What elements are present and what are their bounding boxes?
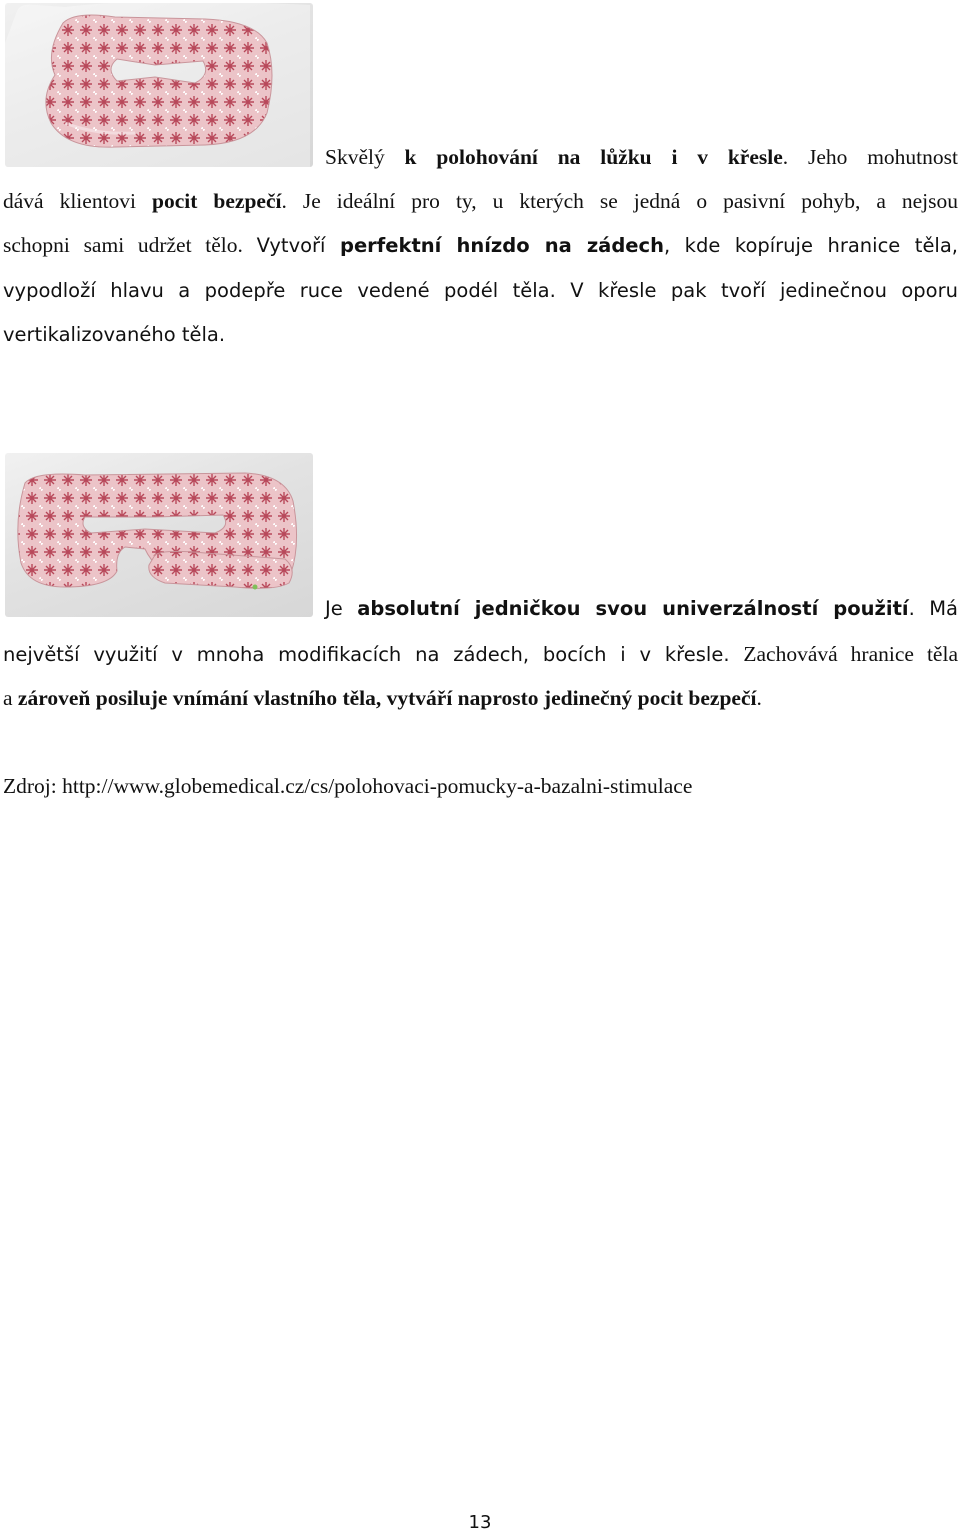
section1-line-4: vypodloží hlavu a podepře ruce vedené podél těla. V křesle pak tvoří jedinečnou oporu	[3, 279, 958, 302]
pillow-photo-1	[5, 3, 313, 167]
page-number: 13	[468, 1512, 492, 1533]
pillow-c-shape-image	[5, 3, 313, 167]
section1-line-5: vertikalizovaného těla.	[3, 323, 226, 346]
section2-line-2: největší využití v mnoha modifikacích na zádech, bocích i v křesle. Zachovává hranice těla	[3, 642, 958, 666]
section1-line-2: dává klientovi pocit bezpečí. Je ideální pro ty, u kterých se jedná o pasivní pohyb, a nejsou	[3, 189, 958, 213]
pillow-with-roll-image	[5, 453, 313, 617]
section2-line-1: Je absolutní jedničkou svou univerzálností použití. Má	[325, 597, 959, 620]
source-reference: Zdroj: http://www.globemedical.cz/cs/polohovaci-pomucky-a-bazalni-stimulace	[3, 774, 693, 798]
section1-line-3: schopni sami udržet tělo. Vytvoří perfektní hnízdo na zádech, kde kopíruje hranice těla,	[3, 233, 959, 257]
section2-line-3: a zároveň posiluje vnímání vlastního těla, vytváří naprosto jedinečný pocit bezpečí.	[3, 686, 762, 710]
pillow-photo-2	[5, 453, 313, 617]
section1-line-1: Skvělý k polohování na lůžku i v křesle. Jeho mohutnost	[325, 145, 958, 169]
